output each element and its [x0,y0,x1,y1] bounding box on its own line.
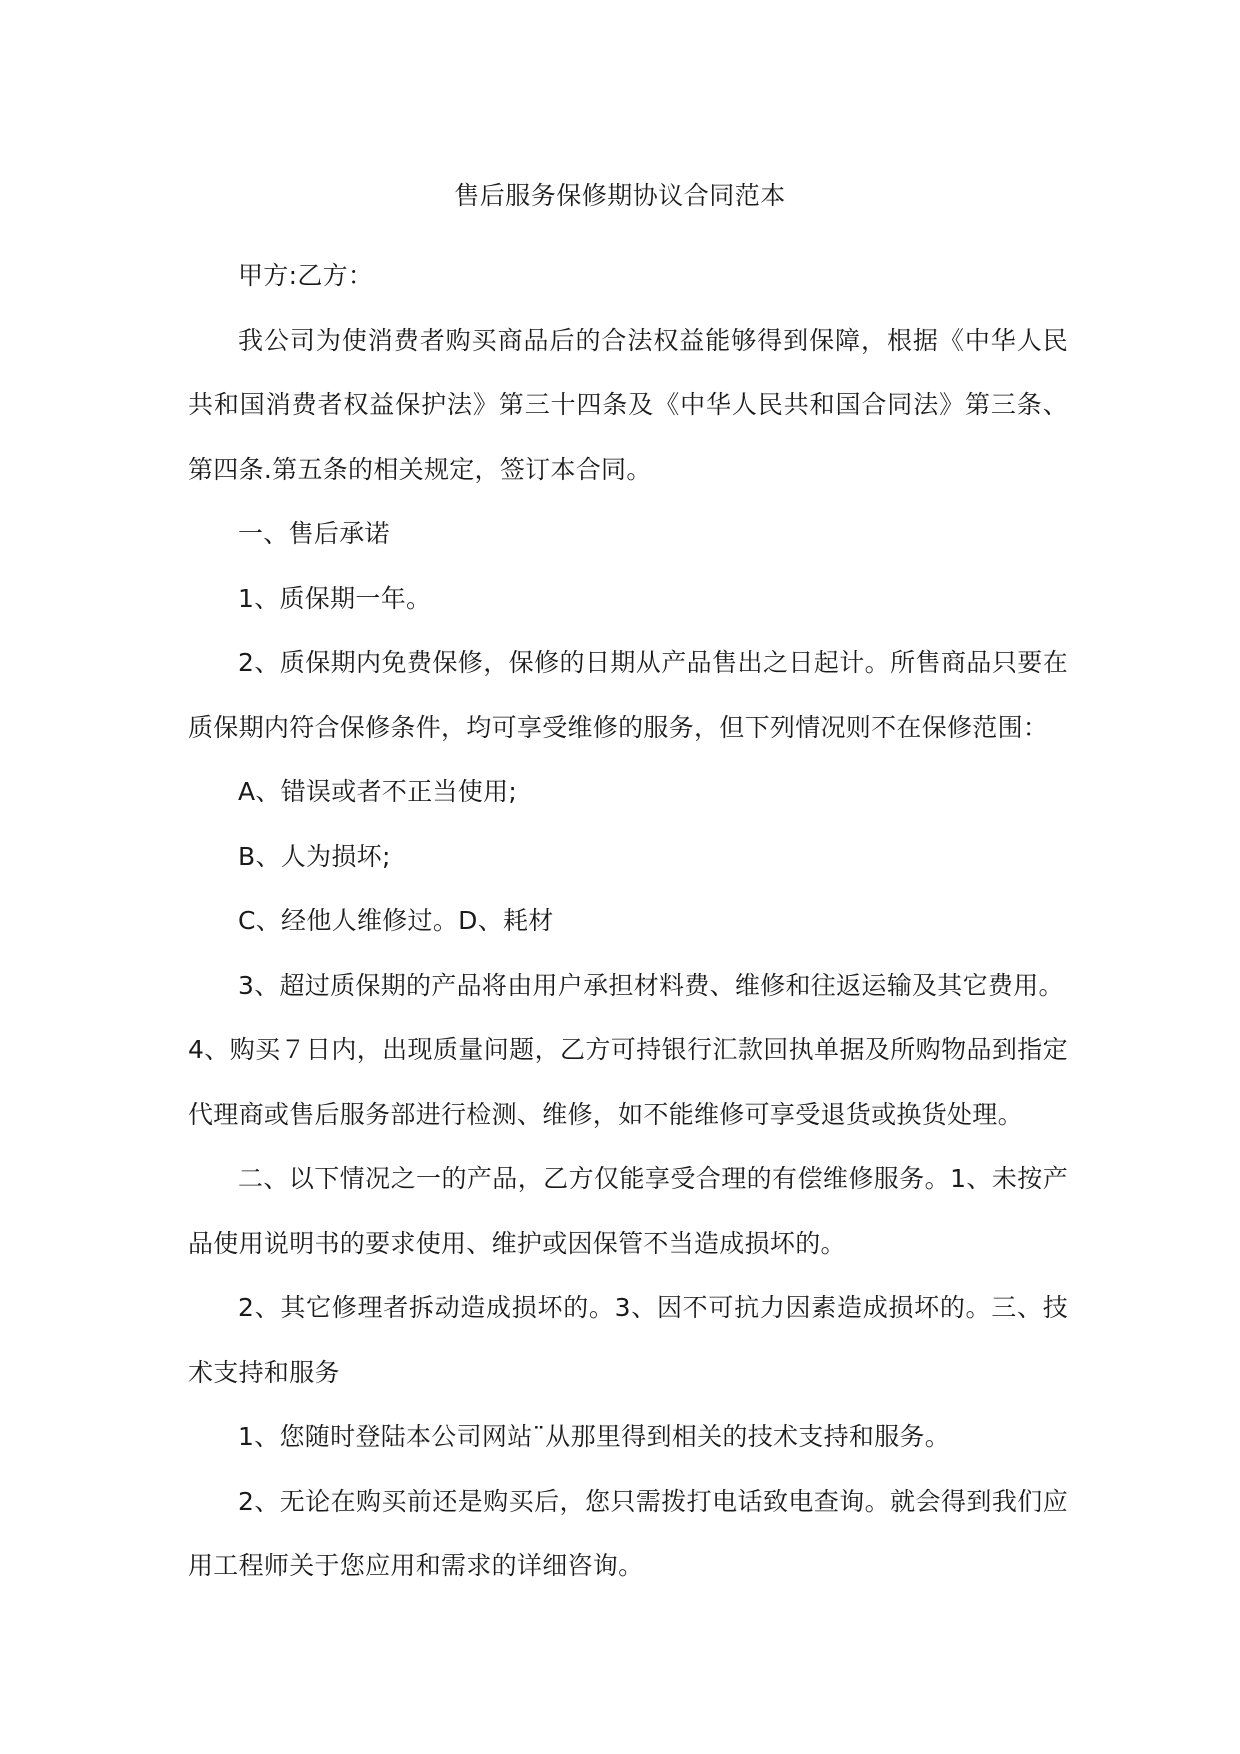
clause-free-repair: 2、质保期内免费保修，保修的日期从产品售出之日起计。所售商品只要在质保期内符合保修条件，均可享受维修的服务，但下列情况则不在保修范围： [188,648,1068,742]
document-title: 售后服务保修期协议合同范本 [454,181,786,210]
intro-paragraph: 我公司为使消费者购买商品后的合法权益能够得到保障，根据《中华人民共和国消费者权益保护法》第三十四条及《中华人民共和国合同法》第三条、第四条.第五条的相关规定，签订本合同。 [188,325,1068,484]
exclusion-item-a: A、错误或者不正当使用; [238,777,518,806]
exclusion-item-b: B、人为损坏; [238,841,391,871]
section-heading-aftersales-promise: 一、售后承诺 [238,519,390,548]
section-paid-repair: 二、以下情况之一的产品，乙方仅能享受合理的有偿维修服务。1、未按产品使用说明书的要求使用、维护或因保管不当造成损坏的。 [188,1164,1068,1258]
paid-repair-items: 2、其它修理者拆动造成损坏的。3、因不可抗力因素造成损坏的。三、技术支持和服务 [188,1293,1068,1387]
clause-after-warranty: 3、超过质保期的产品将由用户承担材料费、维修和往返运输及其它费用。 [238,970,1064,1000]
clause-website-support: 1、您随时登陆本公司网站¨从那里得到相关的技术支持和服务。 [238,1422,951,1451]
party-line: 甲方:乙方： [238,261,374,290]
clause-seven-day-return: 4、购买７日内，出现质量问题，乙方可持银行汇款回执单据及所购物品到指定代理商或售后服务部进行检测、维修，如不能维修可享受退货或换货处理。 [188,1035,1068,1129]
clause-phone-support: 2、无论在购买前还是购买后，您只需拨打电话致电查询。就会得到我们应用工程师关于您应用和需求的详细咨询。 [188,1486,1068,1580]
document-body [188,244,1068,1599]
exclusion-item-c-d: C、经他人维修过。D、耗材 [238,906,554,935]
clause-warranty-period: 1、质保期一年。 [238,583,432,613]
